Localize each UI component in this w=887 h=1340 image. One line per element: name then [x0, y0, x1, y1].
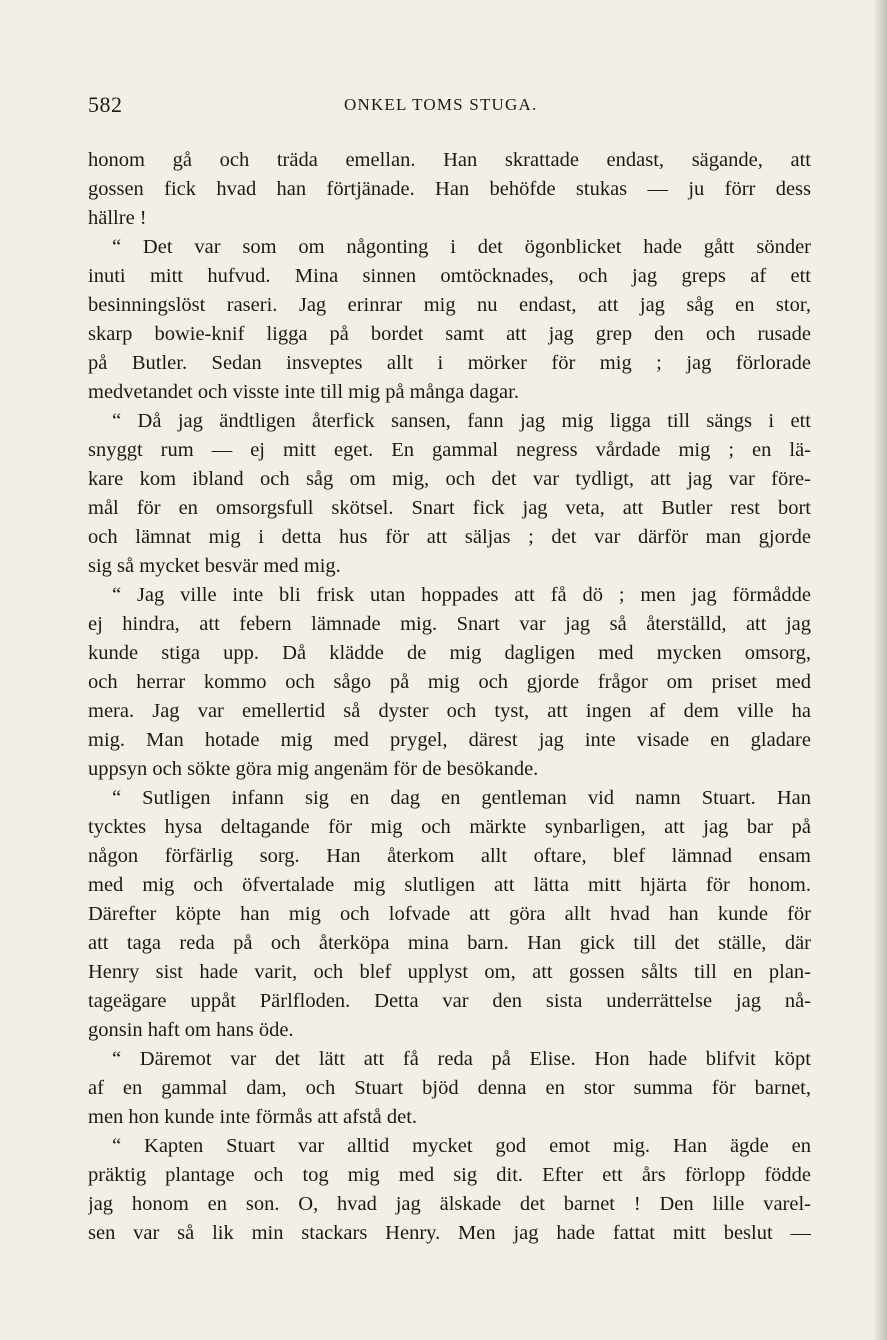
text-line: uppsyn och sökte göra mig angenäm för de besökande.	[88, 758, 539, 780]
text-line: Henry sist hade varit, och blef upplyst om, att gossen sålts till en plan-	[88, 961, 811, 983]
text-line: tycktes hysa deltagande för mig och märkte synbarligen, att jag bar på	[88, 816, 811, 838]
text-line: “ Kapten Stuart var alltid mycket god emot mig. Han ägde en	[112, 1135, 811, 1157]
page-header	[88, 92, 812, 122]
page-number: 582	[88, 92, 123, 117]
text-line: och lämnat mig i detta hus för att säljas ; det var därför man gjorde	[88, 526, 811, 548]
text-line: honom gå och träda emellan. Han skrattade endast, sägande, att	[88, 149, 811, 171]
text-line: på Butler. Sedan insveptes allt i mörker för mig ; jag förlorade	[88, 352, 811, 374]
text-line: kunde stiga upp. Då klädde de mig dagligen med mycken omsorg,	[88, 642, 811, 664]
running-title: ONKEL TOMS STUGA.	[344, 95, 538, 114]
text-line: “ Det var som om någonting i det ögonblicket hade gått sönder	[112, 236, 811, 258]
body-text	[88, 146, 811, 1248]
text-line: gossen fick hvad han förtjänade. Han behöfde stukas — ju förr dess	[88, 178, 811, 200]
text-line: med mig och öfvertalade mig slutligen att lätta mitt hjärta för honom.	[88, 874, 811, 896]
text-line: hällre !	[88, 207, 147, 229]
text-line: jag honom en son. O, hvad jag älskade det barnet ! Den lille varel-	[88, 1193, 811, 1215]
text-line: medvetandet och visste inte till mig på många dagar.	[88, 381, 519, 403]
text-line: inuti mitt hufvud. Mina sinnen omtöcknades, och jag greps af ett	[88, 265, 811, 287]
text-line: någon förfärlig sorg. Han återkom allt oftare, blef lämnad ensam	[88, 845, 811, 867]
text-line: tageägare uppåt Pärlfloden. Detta var den sista underrättelse jag nå-	[88, 990, 811, 1012]
text-line: snyggt rum — ej mitt eget. En gammal negress vårdade mig ; en lä-	[88, 439, 811, 461]
text-line: men hon kunde inte förmås att afstå det.	[88, 1106, 418, 1128]
text-line: besinningslöst raseri. Jag erinrar mig nu endast, att jag såg en stor,	[88, 294, 811, 316]
page-edge-shadow	[873, 0, 887, 1340]
text-line: ej hindra, att febern lämnade mig. Snart var jag så återställd, att jag	[88, 613, 811, 635]
text-line: “ Jag ville inte bli frisk utan hoppades att få dö ; men jag förmådde	[112, 584, 811, 606]
text-line: “ Då jag ändtligen återfick sansen, fann jag mig ligga till sängs i ett	[112, 410, 811, 432]
text-line: “ Däremot var det lätt att få reda på Elise. Hon hade blifvit köpt	[112, 1048, 811, 1070]
text-line: mig. Man hotade mig med prygel, därest jag inte visade en gladare	[88, 729, 811, 751]
text-line: af en gammal dam, och Stuart bjöd denna en stor summa för barnet,	[88, 1077, 811, 1099]
text-line: gonsin haft om hans öde.	[88, 1019, 294, 1041]
text-line: och herrar kommo och sågo på mig och gjorde frågor om priset med	[88, 671, 811, 693]
text-line: “ Sutligen infann sig en dag en gentleman vid namn Stuart. Han	[112, 787, 811, 809]
text-line: sig så mycket besvär med mig.	[88, 555, 341, 577]
text-line: kare kom ibland och såg om mig, och det var tydligt, att jag var före-	[88, 468, 811, 490]
text-line: sen var så lik min stackars Henry. Men jag hade fattat mitt beslut —	[88, 1222, 811, 1244]
text-line: präktig plantage och tog mig med sig dit. Efter ett års förlopp födde	[88, 1164, 811, 1186]
text-line: att taga reda på och återköpa mina barn. Han gick till det ställe, där	[88, 932, 811, 954]
text-line: skarp bowie-knif ligga på bordet samt att jag grep den och rusade	[88, 323, 811, 345]
text-line: mera. Jag var emellertid så dyster och tyst, att ingen af dem ville ha	[88, 700, 811, 722]
text-line: mål för en omsorgsfull skötsel. Snart fick jag veta, att Butler rest bort	[88, 497, 811, 519]
text-line: Därefter köpte han mig och lofvade att göra allt hvad han kunde för	[88, 903, 811, 925]
